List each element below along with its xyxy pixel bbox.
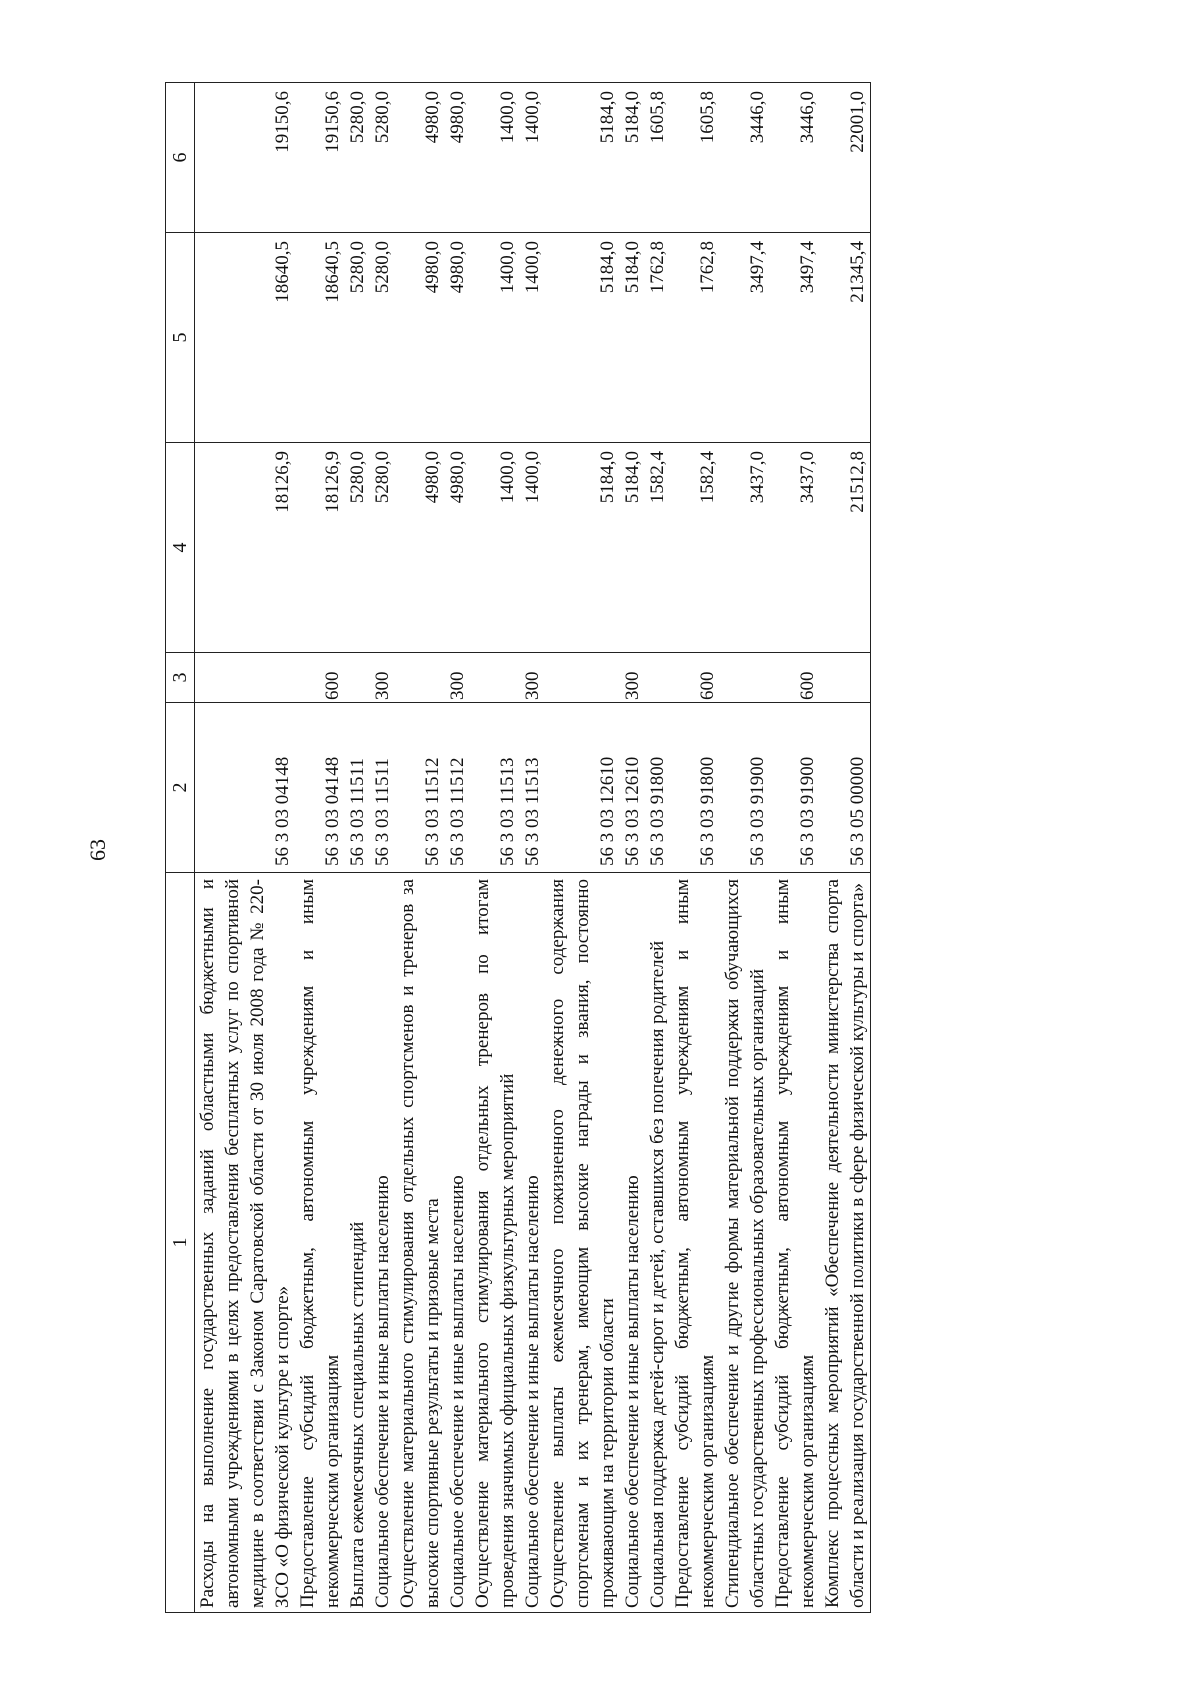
row-expense-type: 300 <box>520 653 545 703</box>
row-code: 56 3 03 04148 <box>195 703 296 873</box>
row-code: 56 3 03 91800 <box>670 703 720 873</box>
row-value-1: 1582,4 <box>670 443 720 653</box>
header-cell-4: 4 <box>166 443 195 653</box>
row-value-2: 5184,0 <box>620 233 645 443</box>
row-value-2: 5184,0 <box>545 233 620 443</box>
row-name: Осуществление материального стимулирования отдельных тренеров по итогам проведения значимых официальных физкультурных мероприятий <box>470 873 520 1613</box>
row-value-1: 5280,0 <box>370 443 395 653</box>
table-row <box>520 83 545 1613</box>
row-expense-type: 600 <box>670 653 720 703</box>
row-value-2: 1762,8 <box>645 233 670 443</box>
row-code: 56 3 03 11511 <box>345 703 370 873</box>
row-name: Осуществление материального стимулирования отдельных спортсменов и тренеров за высокие спортивные результаты и призовые места <box>395 873 445 1613</box>
row-value-1: 1400,0 <box>470 443 520 653</box>
table-row <box>395 83 445 1613</box>
row-value-3: 4980,0 <box>445 83 470 233</box>
row-expense-type <box>395 653 445 703</box>
row-code: 56 3 03 11513 <box>470 703 520 873</box>
row-expense-type <box>545 653 620 703</box>
row-value-3: 5280,0 <box>345 83 370 233</box>
row-value-1: 18126,9 <box>295 443 345 653</box>
row-expense-type <box>470 653 520 703</box>
row-code: 56 3 03 11513 <box>520 703 545 873</box>
row-value-1: 3437,0 <box>770 443 820 653</box>
row-value-2: 5280,0 <box>370 233 395 443</box>
row-value-2: 3497,4 <box>720 233 770 443</box>
table-row <box>670 83 720 1613</box>
row-code: 56 3 03 11511 <box>370 703 395 873</box>
row-value-2: 1762,8 <box>670 233 720 443</box>
row-value-2: 4980,0 <box>445 233 470 443</box>
row-name: Социальная поддержка детей-сирот и детей, оставшихся без попечения родителей <box>645 873 670 1613</box>
row-value-3: 22001,0 <box>820 83 871 233</box>
table-row <box>720 83 770 1613</box>
row-expense-type: 300 <box>620 653 645 703</box>
row-expense-type <box>820 653 871 703</box>
row-value-1: 1582,4 <box>645 443 670 653</box>
row-name: Комплекс процессных мероприятий «Обеспечение деятельности министерства спорта области и реализация государственной политики в сфере физической культуры и спорта» <box>820 873 871 1613</box>
header-cell-2: 2 <box>166 703 195 873</box>
row-name: Предоставление субсидий бюджетным, автономным учреждениям и иным некоммерческим организациям <box>770 873 820 1613</box>
header-cell-1: 1 <box>166 873 195 1613</box>
table-row <box>295 83 345 1613</box>
row-value-3: 5280,0 <box>370 83 395 233</box>
row-code: 56 3 05 00000 <box>820 703 871 873</box>
row-value-3: 3446,0 <box>720 83 770 233</box>
row-value-3: 5184,0 <box>620 83 645 233</box>
row-name: Расходы на выполнение государственных заданий областными бюджетными и автономными учреждениями в целях предоставления бесплатных услуг по спортивной медицине в соответствии с Законом Саратовской области от 30 июля 2008 года № 220-ЗСО «О физической культуре и спорте» <box>195 873 296 1613</box>
row-value-1: 4980,0 <box>445 443 470 653</box>
row-value-1: 5184,0 <box>545 443 620 653</box>
row-value-1: 5280,0 <box>345 443 370 653</box>
page-number: 63 <box>85 839 110 861</box>
row-code: 56 3 03 12610 <box>545 703 620 873</box>
row-value-1: 4980,0 <box>395 443 445 653</box>
row-value-2: 1400,0 <box>470 233 520 443</box>
row-value-3: 1605,8 <box>645 83 670 233</box>
row-code: 56 3 03 91800 <box>645 703 670 873</box>
row-name: Социальное обеспечение и иные выплаты населению <box>620 873 645 1613</box>
row-value-2: 18640,5 <box>195 233 296 443</box>
row-expense-type <box>195 653 296 703</box>
row-name: Социальное обеспечение и иные выплаты населению <box>370 873 395 1613</box>
row-name: Предоставление субсидий бюджетным, автономным учреждениям и иным некоммерческим организациям <box>670 873 720 1613</box>
row-expense-type: 600 <box>770 653 820 703</box>
row-expense-type <box>645 653 670 703</box>
row-value-1: 21512,8 <box>820 443 871 653</box>
table-row <box>820 83 871 1613</box>
row-name: Осуществление выплаты ежемесячного пожизненного денежного содержания спортсменам и их тренерам, имеющим высокие награды и звания, постоянно проживающим на территории области <box>545 873 620 1613</box>
row-value-1: 1400,0 <box>520 443 545 653</box>
row-code: 56 3 03 11512 <box>395 703 445 873</box>
table-row <box>370 83 395 1613</box>
row-code: 56 3 03 04148 <box>295 703 345 873</box>
row-value-1: 5184,0 <box>620 443 645 653</box>
table-row <box>770 83 820 1613</box>
header-cell-3: 3 <box>166 653 195 703</box>
row-value-3: 1605,8 <box>670 83 720 233</box>
row-value-2: 3497,4 <box>770 233 820 443</box>
table-row <box>545 83 620 1613</box>
row-value-2: 1400,0 <box>520 233 545 443</box>
row-expense-type: 300 <box>370 653 395 703</box>
table-row <box>445 83 470 1613</box>
table-row <box>645 83 670 1613</box>
row-value-3: 1400,0 <box>470 83 520 233</box>
rotated-table-block <box>165 83 1125 1613</box>
row-value-3: 4980,0 <box>395 83 445 233</box>
budget-table <box>165 82 871 1613</box>
row-value-2: 18640,5 <box>295 233 345 443</box>
table-body <box>195 83 871 1613</box>
row-expense-type <box>720 653 770 703</box>
row-name: Социальное обеспечение и иные выплаты населению <box>445 873 470 1613</box>
row-value-3: 19150,6 <box>295 83 345 233</box>
table-row <box>195 83 296 1613</box>
row-value-3: 19150,6 <box>195 83 296 233</box>
row-expense-type: 600 <box>295 653 345 703</box>
row-name: Выплата ежемесячных специальных стипендий <box>345 873 370 1613</box>
row-code: 56 3 03 91900 <box>770 703 820 873</box>
header-cell-5: 5 <box>166 233 195 443</box>
row-value-3: 3446,0 <box>770 83 820 233</box>
row-name: Социальное обеспечение и иные выплаты населению <box>520 873 545 1613</box>
row-expense-type: 300 <box>445 653 470 703</box>
header-row <box>166 83 195 1613</box>
row-value-2: 5280,0 <box>345 233 370 443</box>
row-name: Стипендиальное обеспечение и другие формы материальной поддержки обучающихся областных государственных профессиональных образовательных организаций <box>720 873 770 1613</box>
row-value-3: 1400,0 <box>520 83 545 233</box>
table-row <box>345 83 370 1613</box>
row-value-1: 3437,0 <box>720 443 770 653</box>
row-code: 56 3 03 12610 <box>620 703 645 873</box>
row-value-2: 4980,0 <box>395 233 445 443</box>
header-cell-6: 6 <box>166 83 195 233</box>
row-value-2: 21345,4 <box>820 233 871 443</box>
row-value-3: 5184,0 <box>545 83 620 233</box>
table-row <box>620 83 645 1613</box>
row-code: 56 3 03 11512 <box>445 703 470 873</box>
row-expense-type <box>345 653 370 703</box>
row-value-1: 18126,9 <box>195 443 296 653</box>
row-code: 56 3 03 91900 <box>720 703 770 873</box>
row-name: Предоставление субсидий бюджетным, автономным учреждениям и иным некоммерческим организациям <box>295 873 345 1613</box>
table-row <box>470 83 520 1613</box>
